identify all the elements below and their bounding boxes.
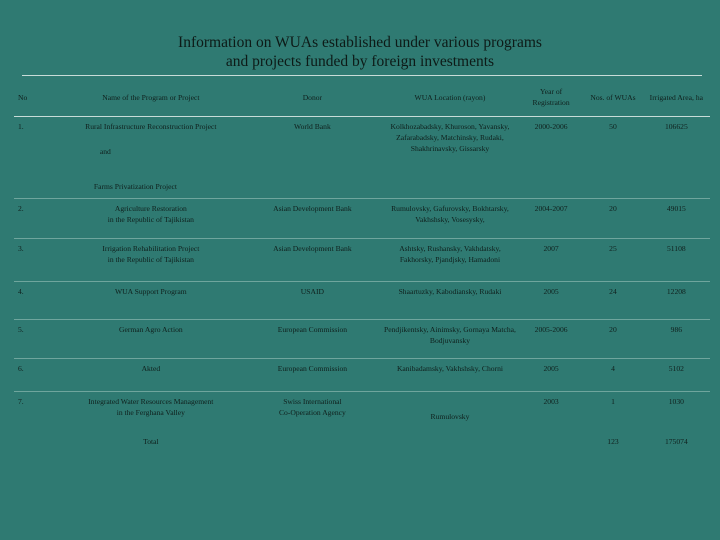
row-wuas: 1 [583, 392, 642, 432]
row-location: Kanibadamsky, Vakhshsky, Chorni [381, 359, 519, 392]
header-location: WUA Location (rayon) [414, 92, 486, 102]
title-line-1: Information on WUAs established under various programs [178, 34, 542, 51]
row-donor-line: Co-Operation Agency [278, 408, 346, 417]
row-program-line: Agriculture Restoration [114, 204, 187, 213]
row-continuation-empty [519, 177, 583, 199]
row-donor: World Bank [244, 117, 381, 177]
header-year: Year of Registration [532, 87, 570, 107]
row-year: 2000-2006 [519, 117, 583, 177]
header-wuas: Nos. of WUAs [590, 92, 636, 102]
row-program-and: and [99, 147, 111, 156]
table-row [14, 199, 710, 239]
table-row [14, 239, 710, 282]
page-title [0, 33, 720, 71]
row-program: Akted [58, 359, 244, 392]
row-wuas: 20 [583, 320, 642, 359]
row-no: 1. [14, 117, 58, 177]
row-year: 2007 [519, 239, 583, 282]
row-location: Pendjikentsky, Ainimsky, Gornaya Matcha, Bodjuvansky [381, 320, 519, 359]
row-location: Shaartuzky, Kabodiansky, Rudaki [381, 282, 519, 320]
row-no: 2. [14, 199, 58, 239]
row-area: 986 [643, 320, 710, 359]
row-donor: European Commission [244, 320, 381, 359]
row-year: 2003 [519, 392, 583, 432]
row-donor: USAID [244, 282, 381, 320]
table-row [14, 392, 710, 432]
row-donor: European Commission [244, 359, 381, 392]
total-spacer [14, 432, 58, 458]
row-year: 2005-2006 [519, 320, 583, 359]
table-row [14, 320, 710, 359]
wua-table [14, 78, 710, 458]
row-program: WUA Support Program [58, 282, 244, 320]
total-empty [381, 432, 519, 458]
header-divider [22, 75, 702, 76]
table-header-row [14, 78, 710, 117]
table-row [14, 359, 710, 392]
row-program-line: in the Republic of Tajikistan [107, 215, 194, 224]
row-donor: Asian Development Bank [244, 239, 381, 282]
row-continuation-empty [381, 177, 519, 199]
row-program: German Agro Action [58, 320, 244, 359]
row-continuation-spacer [14, 177, 58, 199]
row-program [58, 199, 244, 239]
row-area: 106625 [643, 117, 710, 177]
row-location: Rumulovsky [381, 392, 519, 432]
row-area: 1030 [643, 392, 710, 432]
total-area: 175074 [664, 436, 688, 446]
header-no: No [18, 92, 28, 102]
row-no: 3. [14, 239, 58, 282]
header-area: Irrigated Area, ha [649, 92, 704, 102]
title-line-2: and projects funded by foreign investments [225, 53, 495, 70]
row-program [58, 239, 244, 282]
total-empty [519, 432, 583, 458]
row-program-line: Irrigation Rehabilitation Project [102, 244, 200, 253]
total-label: Total [143, 436, 159, 446]
row-wuas: 24 [583, 282, 642, 320]
row-program-line: in the Republic of Tajikistan [107, 255, 194, 264]
row-program-line: Rural Infrastructure Reconstruction Project [85, 122, 217, 131]
row-location: Kolkhozabadsky, Khuroson, Yavansky, Zafarabadsky, Matchinsky, Rudaki, Shakhrinavsky, Gissarsky [381, 117, 519, 177]
table-row [14, 117, 710, 177]
table-total-row [14, 432, 710, 458]
row-no: 7. [14, 392, 58, 432]
table-row-continuation [14, 177, 710, 199]
row-area: 12208 [643, 282, 710, 320]
row-program [58, 117, 244, 177]
row-area: 49015 [643, 199, 710, 239]
row-no: 5. [14, 320, 58, 359]
row-no: 6. [14, 359, 58, 392]
row-year: 2005 [519, 359, 583, 392]
row-donor: Asian Development Bank [244, 199, 381, 239]
table-row [14, 282, 710, 320]
row-program-cont: Farms Privatization Project [93, 181, 177, 191]
row-program [58, 392, 244, 432]
row-program-line: Integrated Water Resources Management [88, 397, 214, 406]
row-location: Rumulovsky, Gafurovsky, Bokhtarsky, Vakhshsky, Vosesysky, [381, 199, 519, 239]
row-wuas: 20 [583, 199, 642, 239]
row-continuation-empty [244, 177, 381, 199]
row-area: 51108 [643, 239, 710, 282]
row-wuas: 25 [583, 239, 642, 282]
row-continuation-empty [643, 177, 710, 199]
row-no: 4. [14, 282, 58, 320]
row-year: 2004-2007 [519, 199, 583, 239]
row-wuas: 4 [583, 359, 642, 392]
row-wuas: 50 [583, 117, 642, 177]
row-continuation-empty [583, 177, 642, 199]
total-wuas: 123 [607, 436, 619, 446]
row-donor [244, 392, 381, 432]
row-program-line: in the Ferghana Valley [116, 408, 185, 417]
header-program: Name of the Program or Project [102, 92, 200, 102]
total-empty [244, 432, 381, 458]
row-location: Ashtsky, Rushansky, Vakhdatsky, Fakhorsky, Pjandjsky, Hamadoni [381, 239, 519, 282]
row-area: 5102 [643, 359, 710, 392]
header-donor: Donor [302, 92, 323, 102]
row-year: 2005 [519, 282, 583, 320]
row-donor-line: Swiss International [283, 397, 342, 406]
